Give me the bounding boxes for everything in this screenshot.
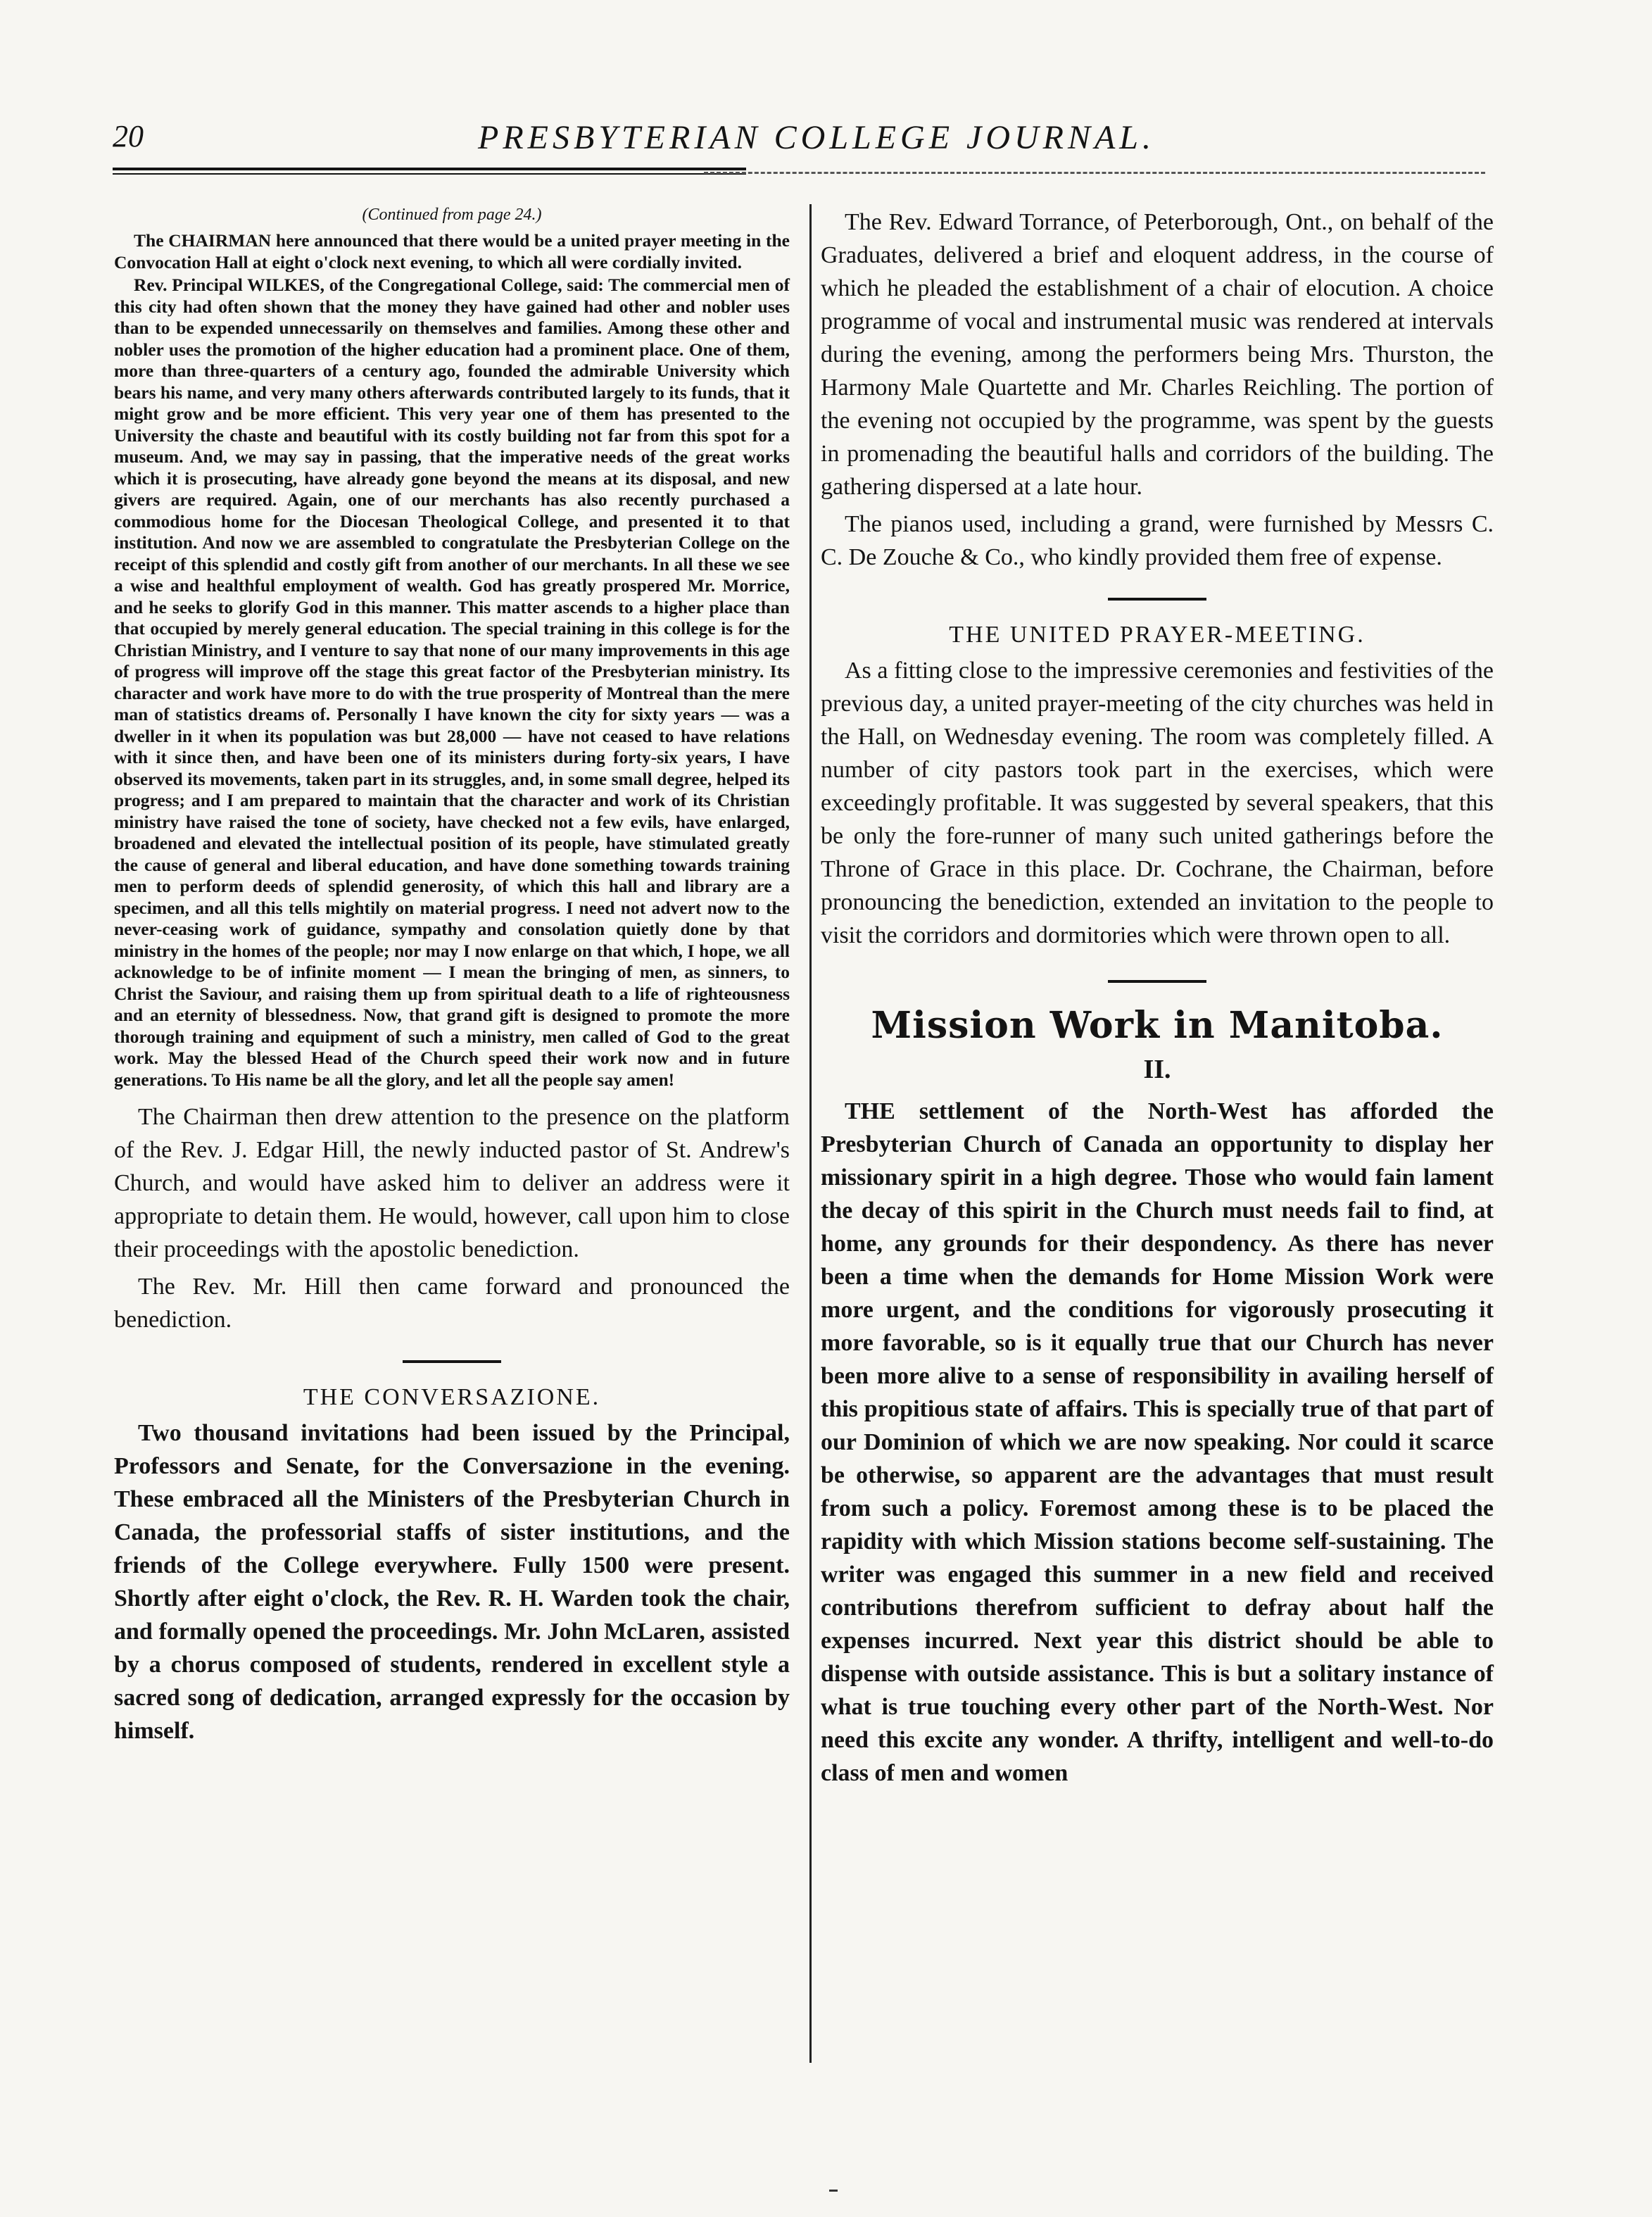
header-rule-dashed	[704, 172, 1485, 174]
page-number: 20	[113, 119, 144, 153]
header-rule	[113, 168, 746, 175]
section-rule	[1108, 980, 1206, 983]
section-rule	[1108, 598, 1206, 601]
mission-work-title: Mission Work in Manitoba.	[871, 1004, 1444, 1047]
chairman-paragraph: The Chairman then drew attention to the presence on the platform of the Rev. J. Edgar Hill, the newly inducted pastor of St. Andrew's Church, and would have asked him to deliver an address were it appropriate to detain them. He would, however, call upon him to close their proceedings with the apostolic benediction.	[114, 1104, 790, 1262]
prayer-meeting-heading: THE UNITED PRAYER-MEETING.	[949, 622, 1366, 648]
footer-mark	[829, 2190, 838, 2192]
journal-title: PRESBYTERIAN COLLEGE JOURNAL.	[478, 119, 1155, 156]
conversazione-paragraph: Two thousand invitations had been issued by the Principal, Professors and Senate, for the Conversazione in the evening. These embraced all the Ministers of the Presbyterian Church in Canada, the professorial staffs of sister institutions, and the friends of the College everywhere. Fully 1500 were present. Shortly after eight o'clock, the Rev. R. H. Warden took the chair, and formally opened the proceedings. Mr. John McLaren, assisted by a chorus composed of students, rendered in excellent style a sacred song of dedication, arranged expressly for the occasion by himself.	[114, 1420, 790, 1744]
mission-paragraph	[821, 1095, 1494, 1790]
mission-paragraph-text: settlement of the North-West has afforded the Presbyterian Church of Canada an opportunity to display her missionary spirit in a high degree. Those who would fain lament the decay of this spirit in the Church must needs fail to find, at home, any grounds for their despondency. As there has never been a time when the demands for Home Mission Work were more urgent, and the conditions for vigorously prosecuting it more favorable, so is it equally true that our Church has never been more alive to a sense of responsibility in availing herself of this propitious state of affairs. This is specially true of that part of our Dominion of which we are now speaking. Nor could it scarce be otherwise, so apparent are the advantages that must result from such a policy. Foremost among these is to be placed the rapidity with which Mission stations become self-sustaining. The writer was engaged this summer in a new field and received contributions therefrom sufficient to defray about half the expenses incurred. Next year this district should be able to dispense with outside assistance. This is but a solitary instance of what is true touching every other part of the North-West. Nor need this excite any wonder. A thrifty, intelligent and well-to-do class of men and women	[821, 1098, 1494, 1786]
page-header	[113, 118, 1520, 161]
prayer-meeting-paragraph: As a fitting close to the impressive ceremonies and festivities of the previous day, a united prayer-meeting of the city churches was held in the Hall, on Wednesday evening. The room was completely filled. A number of city pastors took part in the exercises, which were exceedingly profitable. It was suggested by several speakers, that this be only the fore-runner of many such united gatherings before the Throne of Grace in this place. Dr. Cochrane, the Chairman, before pronouncing the benediction, extended an invitation to the people to visit the corridors and dormitories which were thrown open to all.	[821, 658, 1494, 948]
torrance-paragraph: The Rev. Edward Torrance, of Peterborough, Ont., on behalf of the Graduates, delivered a brief and eloquent address, in the course of which he pleaded the establishment of a chair of elocution. A choice programme of vocal and instrumental music was rendered at intervals during the evening, among the performers being Mrs. Thurston, the Harmony Male Quartette and Mr. Charles Reichling. The portion of the evening not occupied by the programme, was spent by the guests in promenading the beautiful halls and corridors of the building. The gathering dispersed at a late hour.	[821, 209, 1494, 500]
conversazione-heading: THE CONVERSAZIONE.	[303, 1384, 601, 1410]
wilkes-speech: Rev. Principal WILKES, of the Congregational College, said: The commercial men of this city had often shown that the money they have gained had other and nobler uses than to be expended unnecessarily on themselves and families. Among these other and nobler uses the promotion of the higher education had a prominent place. One of them, more than three-quarters of a century ago, founded the admirable University which bears his name, and very many others afterwards contributed largely to its funds, that it might grow and be more efficient. This very year one of them has presented to the University the chaste and beautiful with its costly building not far from this spot for a museum. And, we may say in passing, that the imperative needs of the great works which it is prosecuting, have already gone beyond the means at its disposal, and new givers are required. Again, one of our merchants has also recently purchased a commodious home for the Diocesan Theological College, and presented it to that institution. And now we are assembled to congratulate the Presbyterian College on the receipt of this splendid and costly gift from another of our merchants. In all these we see a wise and healthful employment of wealth. God has greatly prospered Mr. Morrice, and he seeks to glorify God in this manner. This matter ascends to a higher place than that occupied by merely general education. The special training in this college is for the Christian Ministry, and I venture to say that none of our many improvements in this age of progress will improve off the stage this great factor of the Presbyterian ministry. Its character and work have more to do with the true prosperity of Montreal than the mere man of statistics dreams of. Personally I have known the city for sixty years — was a dweller in it when its population was but 28,000 — have not ceased to have relations with it since then, and have been one of its ministers during forty-six years, I have observed its movements, taken part in its struggles, and, in some small degree, helped its progress; and I am prepared to maintain that the character and work of its Christian ministry have raised the tone of society, have checked not a few evils, have enlarged, broadened and elevated the intellectual position of its people, have stimulated greatly the cause of general and liberal education, and have done something towards training men to perform deeds of splendid generosity, of which this hall and library are a specimen, and all this tells mightily on material progress. I need not advert now to the never-ceasing work of guidance, sympathy and consolation quietly done by that ministry in the homes of the people; nor may I now enlarge on that which, I hope, we all acknowledge to be of infinite moment — I mean the bringing of men, as sinners, to Christ the Saviour, and raising them up from spiritual death to a life of righteousness and an eternity of blessedness. Now, that grand gift is designed to promote the more thorough training and equipment of such a ministry, men called of God to the great work. May the blessed Head of the Church speed their work now and in future generations. To His name be all the glory, and let all the people say amen!	[114, 275, 790, 1090]
left-column	[114, 206, 790, 1747]
mission-first-word: THE	[845, 1098, 895, 1124]
right-column	[821, 206, 1494, 1790]
chairman-announcement: The CHAIRMAN here announced that there would be a united prayer meeting in the Convocation Hall at eight o'clock next evening, to which all were cordially invited.	[114, 230, 790, 272]
column-divider	[809, 204, 812, 2063]
pianos-paragraph: The pianos used, including a grand, were furnished by Messrs C. C. De Zouche & Co., who kindly provided them free of expense.	[821, 511, 1494, 570]
section-rule	[403, 1360, 501, 1363]
benediction-paragraph: The Rev. Mr. Hill then came forward and pronounced the benediction.	[114, 1274, 790, 1333]
mission-part-number: II.	[1143, 1055, 1171, 1084]
continued-note: (Continued from page 24.)	[362, 206, 542, 224]
